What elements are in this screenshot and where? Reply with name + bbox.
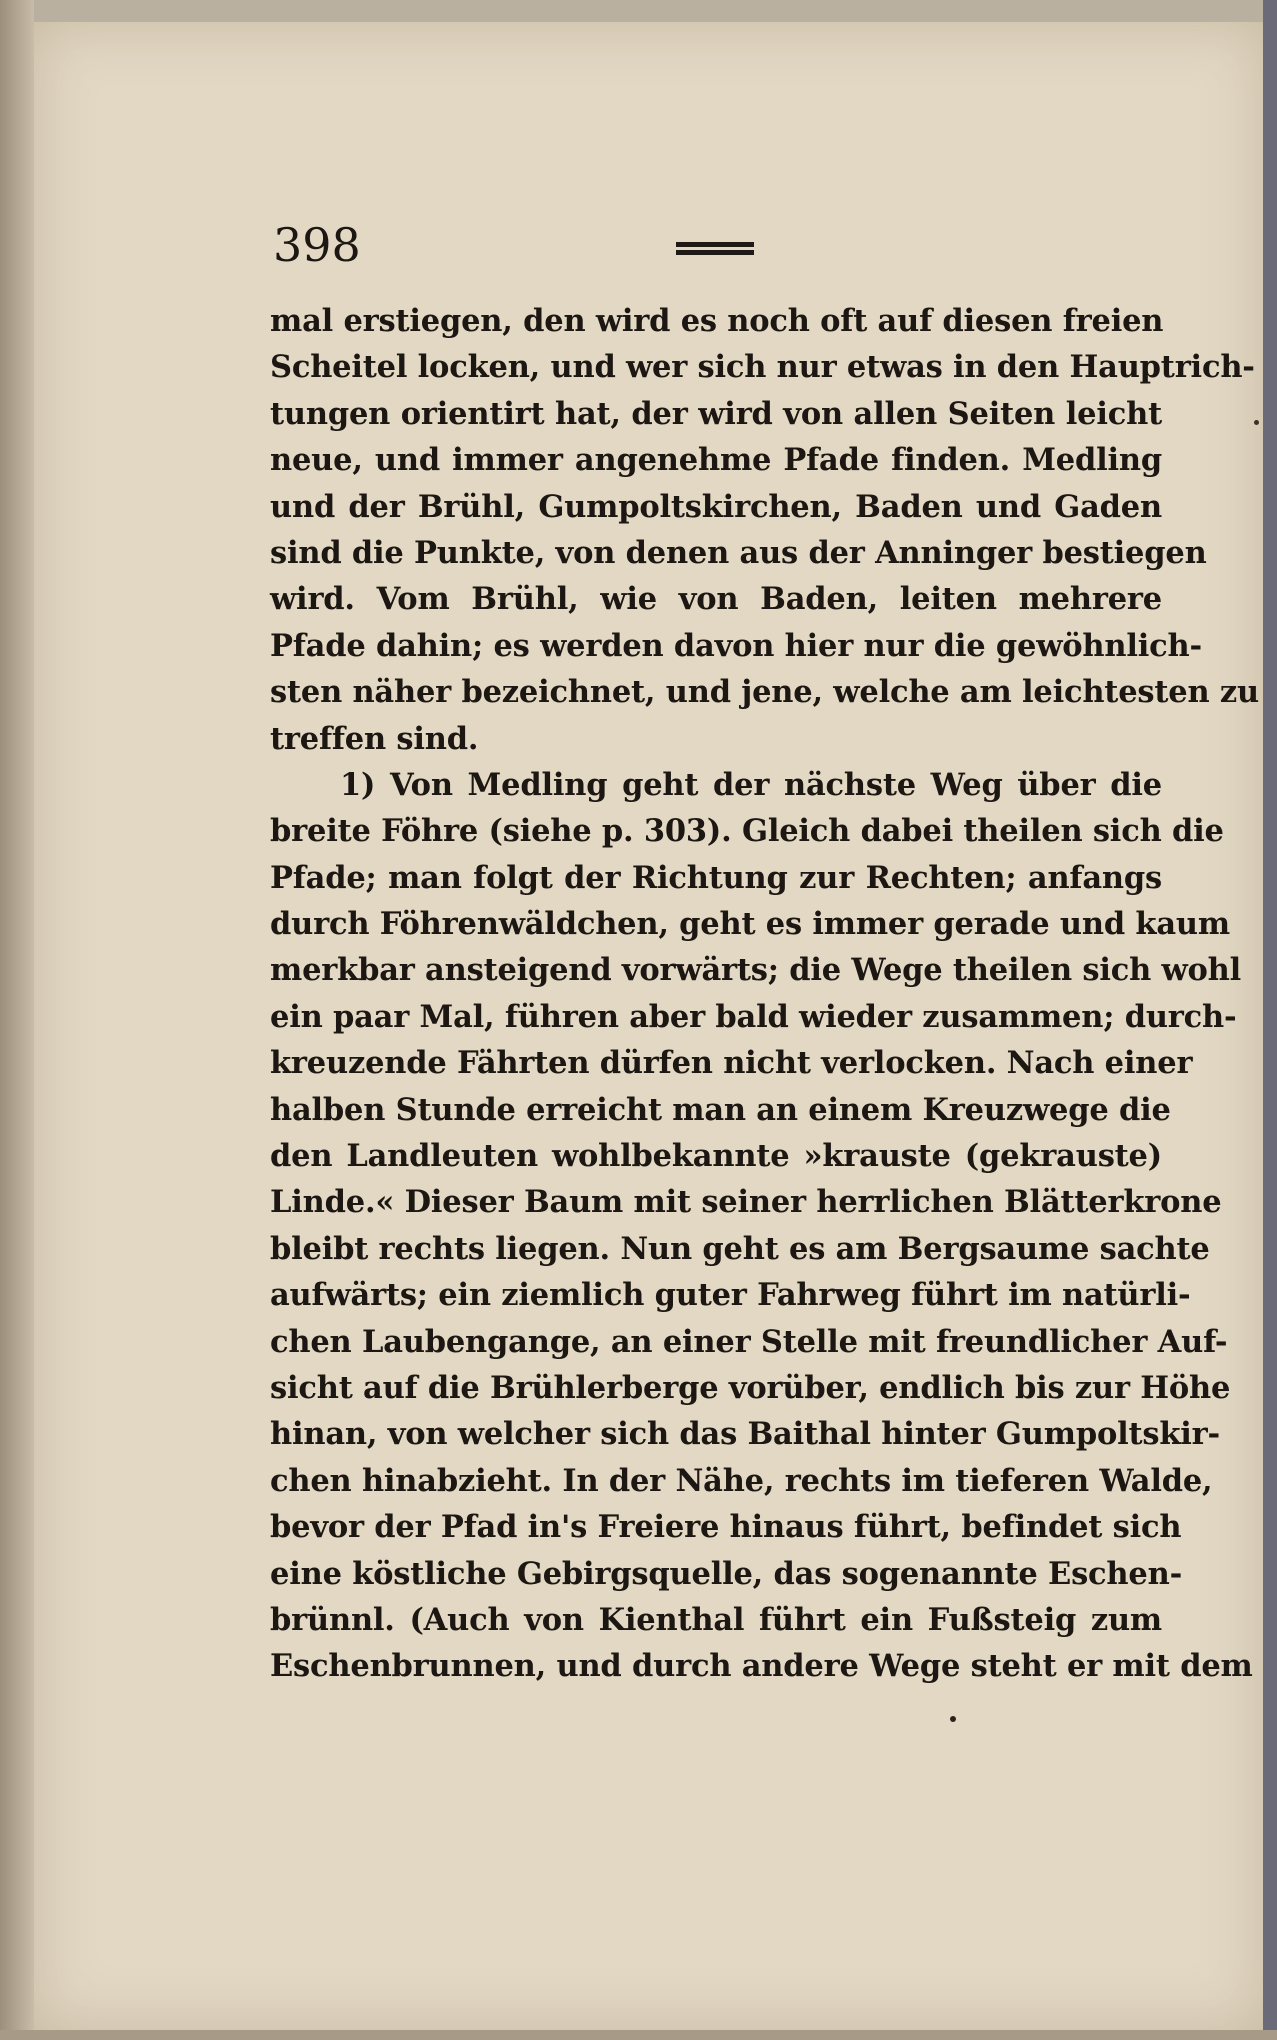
text-line: ein paar Mal, führen aber bald wieder zusammen; durch- [270,998,1237,1035]
text-line: tungen orientirt hat, der wird von allen Seiten leicht [270,395,1162,432]
text-line: sind die Punkte, von denen aus der Anninger bestiegen [270,534,1207,571]
text-line: treffen sind. [270,720,479,757]
body-text [270,298,1259,1690]
book-bottom-edge [0,2030,1277,2040]
paragraph [270,762,1253,1690]
text-line: 1) Von Medling geht der nächste Weg über die [340,766,1162,803]
text-line: und der Brühl, Gumpoltskirchen, Baden und Gaden [270,488,1162,525]
book-spine-edge [0,0,34,2040]
text-line: bevor der Pfad in's Freiere hinaus führt, befindet sich [270,1509,1182,1546]
text-line: Eschenbrunnen, und durch andere Wege steht er mit dem [270,1648,1253,1685]
text-line: kreuzende Fährten dürfen nicht verlocken. Nach einer [270,1045,1193,1082]
text-line: Pfade dahin; es werden davon hier nur die gewöhnlich- [270,627,1202,664]
text-line: aufwärts; ein ziemlich guter Fahrweg führt im natürli- [270,1277,1191,1314]
book-cover-edge [1263,0,1277,2040]
text-line: durch Föhrenwäldchen, geht es immer gerade und kaum [270,906,1230,943]
text-line: chen Laubengange, an einer Stelle mit freundlicher Auf- [270,1323,1228,1360]
text-line: sten näher bezeichnet, und jene, welche am leichtesten zu [270,674,1259,711]
margin-mark [1254,420,1259,425]
ink-speck [950,1716,956,1722]
text-line: breite Föhre (siehe p. 303). Gleich dabei theilen sich die [270,813,1224,850]
text-line: merkbar ansteigend vorwärts; die Wege theilen sich wohl [270,952,1242,989]
text-line: Linde.« Dieser Baum mit seiner herrlichen Blätterkrone [270,1184,1222,1221]
text-line: den Landleuten wohlbekannte »krauste (gekrauste) [270,1138,1162,1175]
text-line: hinan, von welcher sich das Baithal hinter Gumpoltskir- [270,1416,1220,1453]
text-line: neue, und immer angenehme Pfade finden. Medling [270,442,1162,479]
text-line: mal erstiegen, den wird es noch oft auf diesen freien [270,303,1164,339]
text-line: Scheitel locken, und wer sich nur etwas in den Hauptrich- [270,349,1255,386]
text-line: wird. Vom Brühl, wie von Baden, leiten mehrere [270,581,1162,618]
text-line: brünnl. (Auch von Kienthal führt ein Fußsteig zum [270,1601,1162,1638]
text-line: Pfade; man folgt der Richtung zur Rechten; anfangs [270,859,1162,896]
text-line: bleibt rechts liegen. Nun geht es am Bergsaume sachte [270,1230,1210,1267]
page-header [273,218,1163,278]
text-line: halben Stunde erreicht man an einem Kreuzwege die [270,1091,1171,1128]
paragraph [270,298,1259,762]
text-line: sicht auf die Brühlerberge vorüber, endlich bis zur Höhe [270,1369,1231,1406]
text-line: eine köstliche Gebirgsquelle, das sogenannte Eschen- [270,1555,1183,1592]
header-rule [676,242,754,258]
page-number: 398 [273,218,361,272]
text-line: chen hinabzieht. In der Nähe, rechts im tieferen Walde, [270,1462,1213,1499]
